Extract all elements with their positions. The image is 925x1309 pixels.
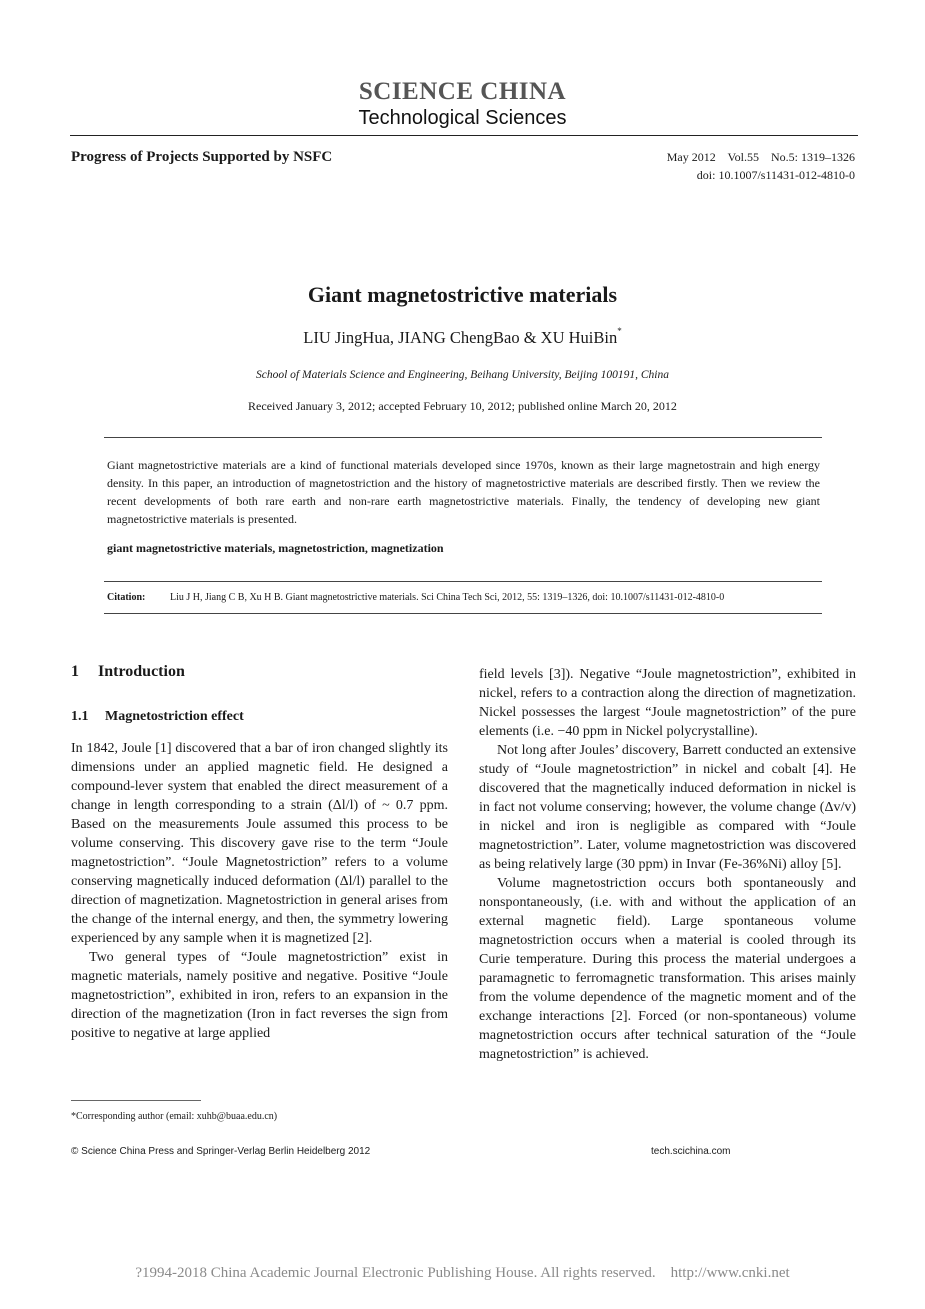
citation-label: Citation: bbox=[107, 592, 146, 603]
author-names: LIU JingHua, JIANG ChengBao & XU HuiBin bbox=[303, 328, 618, 347]
citation-text: Liu J H, Jiang C B, Xu H B. Giant magnetostrictive materials. Sci China Tech Sci, 2012, 55: 1319–1326, doi: 10.1007/s11431-012-4810-0 bbox=[170, 592, 725, 603]
citation-top-rule bbox=[104, 581, 822, 582]
paragraph: Volume magnetostriction occurs both spontaneously and nonspontaneously, (i.e. with and without the application of an external magnetic field). Large spontaneous volume magnetostriction occurs when a material is cooled through its Curie temperature. During this process the material undergoes a paramagnetic to ferromagnetic transformation. This arises mainly from the volume dependence of the magnetic moment and of the exchange interactions [2]. Forced (or non-spontaneous) volume magnetostriction occurs after technical saturation of the “Joule magnetostriction” is achieved. bbox=[479, 876, 856, 1062]
subsection-heading bbox=[71, 709, 244, 725]
section-title: Introduction bbox=[98, 663, 185, 680]
citation-bottom-rule bbox=[104, 613, 822, 614]
keywords: giant magnetostrictive materials, magnetostriction, magnetization bbox=[107, 541, 444, 555]
issue-info: May 2012 Vol.55 No.5: 1319–1326 bbox=[666, 150, 855, 164]
right-column bbox=[479, 665, 856, 1064]
section-heading bbox=[71, 663, 185, 681]
paragraph: In 1842, Joule [1] discovered that a bar of iron changed slightly its dimensions under an applied magnetic field. He designed a compound-lever system that enabled the direct measurement of a change in length corresponding to a strain (Δl/l) of ~ 0.7 ppm. Based on the measurements Joule assumed this process to be volume conserving. This discovery gave rise to the term “Joule magnetostriction”. “Joule Magnetostriction” refers to a volume conserving magnetically induced deformation (Δl/l) parallel to the direction of magnetization. Magnetostriction in general arises from the change of the internal energy, and then, the symmetry lowering experienced by any sample when it is magnetized [2]. bbox=[71, 741, 448, 946]
section-number: 1 bbox=[71, 663, 79, 680]
website-link[interactable]: tech.scichina.com bbox=[651, 1146, 731, 1157]
left-column bbox=[71, 739, 448, 1043]
copyright: © Science China Press and Springer-Verlag Berlin Heidelberg 2012 bbox=[71, 1146, 371, 1157]
section-label: Progress of Projects Supported by NSFC bbox=[71, 149, 333, 165]
paragraph: Not long after Joules’ discovery, Barrett conducted an extensive study of “Joule magnetostriction” in nickel and cobalt [4]. He discovered that the magnetically induced deformation in nickel is in fact not volume conserving; however, the volume change (Δv/v) in nickel and iron is negligible as compared with “Joule magnetostriction”. Later, volume magnetostriction was discovered as being relatively large (30 ppm) in Invar (Fe-36%Ni) alloy [5]. bbox=[479, 743, 856, 872]
abstract: Giant magnetostrictive materials are a kind of functional materials developed since 1970s, known as their large magnetostrain and high energy density. In this paper, an introduction of magnetostriction and the history of magnetostrictive materials are described firstly. Then we review the recent developments of both rare earth and non-rare earth magnetostrictive materials. Finally, the tendency of developing new giant magnetostrictive materials is presented. bbox=[107, 458, 820, 526]
affiliation: School of Materials Science and Engineering, Beihang University, Beijing 100191, China bbox=[256, 369, 669, 381]
journal-subtitle: Technological Sciences bbox=[358, 107, 567, 129]
abstract-top-rule bbox=[104, 437, 822, 438]
subsection-number: 1.1 bbox=[71, 709, 89, 724]
footnote: *Corresponding author (email: xuhb@buaa.edu.cn) bbox=[71, 1111, 278, 1122]
article-authors bbox=[0, 328, 925, 348]
paragraph: field levels [3]). Negative “Joule magnetostriction”, exhibited in nickel, refers to a contraction along the direction of magnetization. Nickel possesses the largest “Joule magnetostriction” of the pure elements (i.e. −40 ppm in Nickel polycrystalline). bbox=[479, 667, 856, 739]
journal-name: SCIENCE CHINA bbox=[358, 78, 567, 105]
corresponding-author-mark: * bbox=[617, 326, 622, 336]
article-title: Giant magnetostrictive materials bbox=[307, 282, 618, 307]
article-dates: Received January 3, 2012; accepted February 10, 2012; published online March 20, 2012 bbox=[248, 399, 677, 413]
doi-text: doi: 10.1007/s11431-012-4810-0 bbox=[696, 168, 855, 182]
subsection-title: Magnetostriction effect bbox=[105, 709, 244, 724]
paragraph: Two general types of “Joule magnetostriction” exist in magnetic materials, namely positive and negative. Positive “Joule magnetostriction”, exhibited in iron, refers to an expansion in the direction of the magnetization (Iron in fact reverses the sign from positive to negative at large applied bbox=[71, 950, 448, 1041]
footnote-rule bbox=[71, 1100, 201, 1101]
header-divider bbox=[70, 135, 858, 136]
watermark: ?1994-2018 China Academic Journal Electronic Publishing House. All rights reserved. http://www.cnki.net bbox=[135, 1265, 790, 1281]
